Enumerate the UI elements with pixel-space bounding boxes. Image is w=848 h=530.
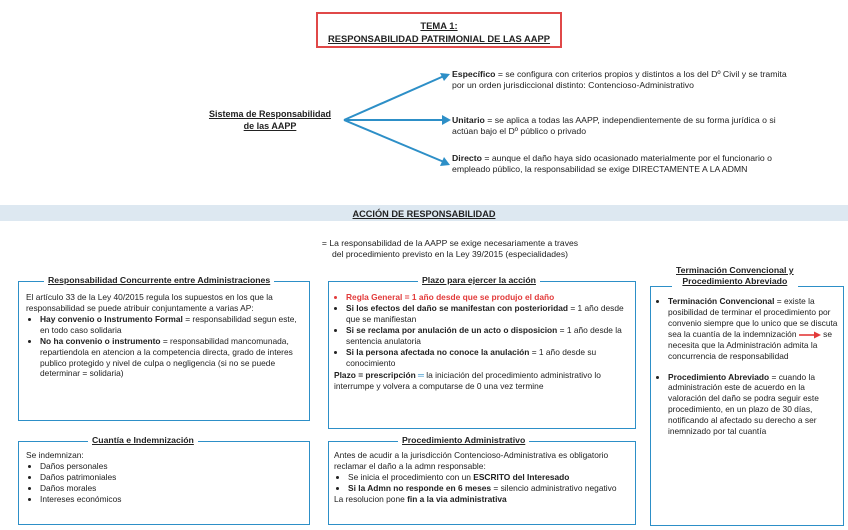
accion-intro-line-2: del procedimiento previsto en la Ley 39/2015 (especialidades) (332, 249, 568, 260)
list-item: • Daños patrimoniales (40, 472, 306, 483)
arrow-right-icon (799, 331, 821, 339)
item-term: Hay convenio o Instrumento Formal (40, 313, 183, 324)
list-item (40, 314, 306, 336)
procedimiento-body (334, 450, 632, 505)
accion-intro (300, 238, 600, 260)
item-term: ESCRITO del Interesado (473, 471, 570, 482)
arrow-especifico (344, 76, 444, 120)
item-text: = existe la posibilidad de terminar el procedimiento por convenio siempre que lo unico que se discuta sea la cuantía de la indemnización (668, 296, 838, 339)
branch-unitario (452, 115, 792, 138)
item-text: = responsabilidad mancomunada, repartiendola en atencion a la competencia directa, grado de interes publico protegido y nivel de culpa o negligencia (si no se puede determinar = solidaria) (40, 335, 293, 379)
plazo-list (334, 292, 632, 368)
list-item (346, 347, 632, 369)
plazo-title: Plazo para ejercer la acción (418, 275, 540, 286)
terminacion-list (656, 296, 840, 437)
branch-unitario-text: = se aplica a todas las AAPP, independientemente de su forma jurídica o si actúan bajo el Dº público o privado (452, 115, 776, 137)
item-term: Si los efectos del daño se manifestan con posterioridad (346, 302, 568, 313)
branch-especifico-term: Específico (452, 69, 496, 79)
branch-especifico-text: = se configura con criterios propios y distintos a los del Dº Civil y se tramita por un orden jurisdiccional distinto: Contencioso-Administrativo (452, 69, 787, 91)
item-term: Si la persona afectada no conoce la anulación (346, 346, 530, 357)
procedimiento-title: Procedimiento Administrativo (398, 435, 529, 446)
list-item (346, 325, 632, 347)
last-term: fin a la via administrativa (407, 493, 507, 504)
cuantia-list (26, 461, 306, 505)
plazo-body (334, 292, 632, 392)
sistema-label (196, 108, 344, 132)
list-item (346, 292, 632, 303)
list-item (346, 303, 632, 325)
page-title (316, 12, 562, 48)
last-pre: La resolucion pone (334, 493, 408, 504)
accion-title-text: ACCIÓN DE RESPONSABILIDAD (352, 209, 496, 219)
prescripcion-term: Plazo = prescripción (334, 370, 416, 381)
plazo-prescripcion (334, 370, 632, 392)
branch-directo-text: = aunque el daño haya sido ocasionado materialmente por el funcionario o empleado público, la responsabilidad se exige DIRECTAMENTE A LA ADMN (452, 153, 772, 175)
item-term: Procedimiento Abreviado (668, 371, 770, 382)
item-text: = cuando la administración este de acuerdo en la valoración del daño se podra seguir este procedimiento, en un plazo de 30 días, notificando al afectado su derecho a ser inemnizado por tal cuantía (668, 371, 819, 437)
item-text: = 1 año desde su conocimiento (346, 346, 597, 368)
list-item: • Daños personales (40, 461, 306, 472)
arrow-directo (344, 120, 444, 162)
procedimiento-last (334, 494, 632, 505)
accion-title (0, 209, 848, 221)
list-item: • Intereses económicos (40, 494, 306, 505)
prescripcion-text: la iniciación del procedimiento administrativo lo interrumpe y volvera a computarse de 0 una vez termine (334, 370, 601, 392)
terminacion-title (672, 265, 798, 288)
procedimiento-intro: Antes de acudir a la jurisdicción Contencioso-Administrativa es obligatorio reclamar el daño a la admn responsable: (334, 450, 609, 471)
terminacion-title-line-2: Procedimiento Abreviado (682, 276, 788, 287)
branch-directo-term: Directo (452, 153, 482, 163)
branch-unitario-term: Unitario (452, 115, 485, 125)
concurrente-body (26, 292, 306, 379)
item-term: Regla General = 1 año desde que se produjo el daño (346, 292, 555, 302)
list-item (348, 483, 632, 494)
concurrente-list (26, 314, 306, 380)
procedimiento-list (334, 472, 632, 494)
branch-especifico (452, 69, 792, 92)
item-text: = responsabilidad segun este, en todo caso solidaria (40, 313, 297, 335)
sistema-label-line-1: Sistema de Responsabilidad (208, 109, 332, 119)
list-item (40, 336, 306, 380)
list-item: • Daños morales (40, 483, 306, 494)
sistema-label-line-2: de las AAPP (243, 121, 297, 132)
concurrente-title: Responsabilidad Concurrente entre Administraciones (44, 275, 274, 286)
item-term: No ha convenio o instrumento (40, 335, 161, 346)
cuantia-title: Cuantía e Indemnización (88, 435, 198, 446)
item-pre: Se inicia el procedimiento con un (348, 471, 474, 482)
concurrente-intro: El artículo 33 de la Ley 40/2015 regula los supuestos en los que la responsabilidad se puede atribuir conjuntamente a varias AP: (26, 292, 273, 313)
list-item (348, 472, 632, 483)
title-line-1: TEMA 1: (420, 20, 458, 31)
item-text-2: se necesita que la Administración admita la concurrencia de responsabilidad (668, 328, 833, 361)
equals-icon: ═ (418, 370, 424, 381)
arrowhead-unitario (442, 115, 451, 125)
list-item (668, 372, 840, 438)
item-term: Terminación Convencional (668, 296, 775, 306)
item-text: = 1 año desde la sentencia anulatoria (346, 324, 622, 346)
item-text: = silencio administrativo negativo (491, 482, 617, 493)
terminacion-body (656, 296, 840, 437)
sistema-arrows (340, 70, 456, 180)
item-text: = 1 año desde que se manifiestan (346, 302, 624, 324)
item-term: Si la Admn no responde en 6 meses (348, 482, 492, 493)
accion-intro-line-1: = La responsabilidad de la AAPP se exige necesariamente a traves (321, 238, 579, 248)
title-line-2: RESPONSABILIDAD PATRIMONIAL DE LAS AAPP (327, 32, 551, 44)
terminacion-title-line-1: Terminación Convencional y (676, 265, 794, 275)
branch-directo (452, 153, 792, 176)
cuantia-body (26, 450, 306, 505)
item-term: Si se reclama por anulación de un acto o disposicion (346, 324, 558, 335)
cuantia-intro: Se indemnizan: (26, 450, 84, 460)
list-item (668, 296, 840, 362)
